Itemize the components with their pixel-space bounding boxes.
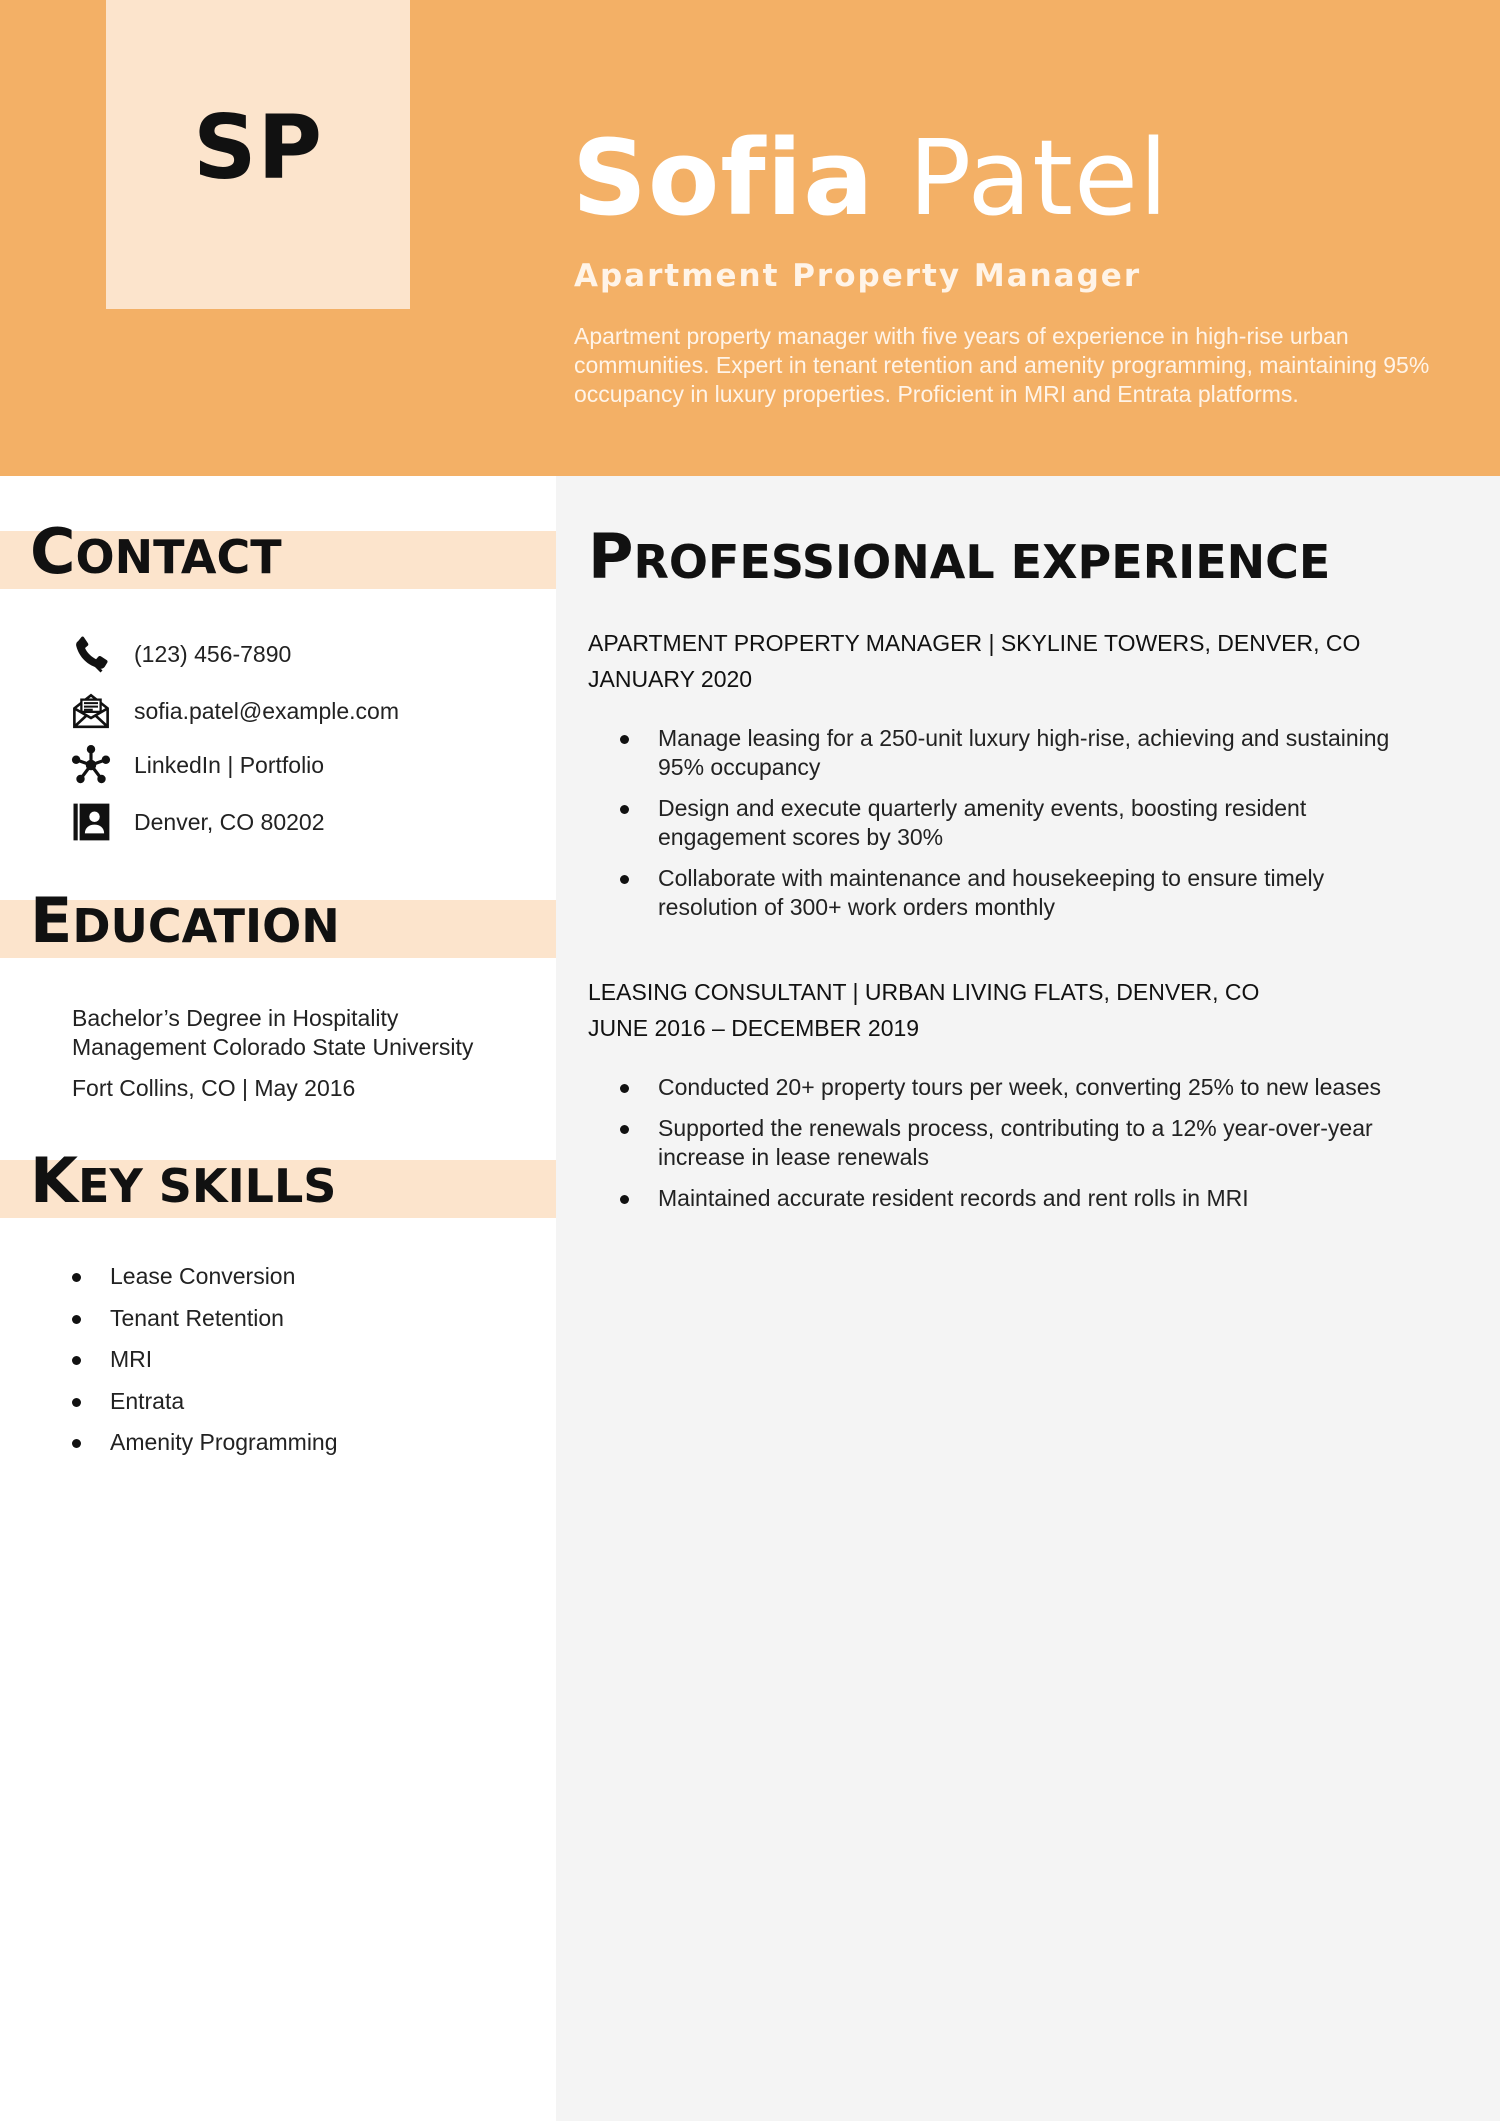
- skill-item: MRI: [70, 1345, 338, 1387]
- skill-item: Tenant Retention: [70, 1304, 338, 1346]
- profile-summary: Apartment property manager with five years of experience in high-rise urban communities. Expert in tenant retention and amenity programming, maintaining 95% occupancy in luxury properties. Proficient in MRI and Entrata platforms.: [574, 323, 1430, 407]
- job-bullet: Manage leasing for a 250-unit luxury high-rise, achieving and sustaining 95% occupancy: [620, 724, 1420, 782]
- job-1-title: APARTMENT PROPERTY MANAGER | SKYLINE TOWERS, DENVER, CO: [588, 630, 1361, 656]
- education-degree: [72, 1004, 473, 1062]
- job-bullet: Supported the renewals process, contributing to a 12% year-over-year increase in lease renewals: [620, 1114, 1420, 1172]
- monogram-box: [106, 0, 410, 309]
- contact-location: [70, 800, 325, 844]
- degree-line-1: Bachelor’s Degree in Hospitality: [72, 1005, 399, 1031]
- contact-heading: CONTACT: [30, 515, 282, 588]
- network-icon: [70, 744, 112, 786]
- degree-line-2: Management Colorado State University: [72, 1034, 474, 1060]
- email-address: sofia.patel@example.com: [134, 697, 399, 724]
- last-name: Patel: [908, 117, 1169, 239]
- job-1-dates: JANUARY 2020: [588, 666, 753, 692]
- location: Denver, CO 80202: [134, 808, 325, 835]
- header-banner: [0, 0, 1500, 476]
- address-book-icon: [70, 801, 112, 843]
- job-2-title: LEASING CONSULTANT | URBAN LIVING FLATS, DENVER, CO: [588, 979, 1260, 1005]
- job-bullet: Maintained accurate resident records and rent rolls in MRI: [620, 1184, 1420, 1213]
- monogram: SP: [193, 96, 323, 199]
- skill-item: Lease Conversion: [70, 1262, 338, 1304]
- job-1-bullets: [620, 724, 1420, 934]
- job-1-header: [588, 625, 1360, 697]
- job-2-header: [588, 974, 1259, 1046]
- education-location-date: Fort Collins, CO | May 2016: [72, 1075, 356, 1101]
- job-bullet: Collaborate with maintenance and housekeeping to ensure timely resolution of 300+ work orders monthly: [620, 864, 1420, 922]
- job-title: Apartment Property Manager: [574, 258, 1142, 294]
- contact-email: [70, 689, 399, 733]
- phone-number: (123) 456-7890: [134, 640, 292, 667]
- skills-list: [70, 1262, 338, 1470]
- job-bullet: Conducted 20+ property tours per week, converting 25% to new leases: [620, 1073, 1420, 1102]
- job-2-bullets: [620, 1073, 1420, 1225]
- skills-heading: KEY SKILLS: [30, 1144, 337, 1217]
- main-panel: [556, 476, 1500, 2121]
- skill-item: Amenity Programming: [70, 1428, 338, 1470]
- phone-icon: [70, 633, 112, 675]
- profile-links[interactable]: LinkedIn | Portfolio: [134, 751, 325, 778]
- experience-heading: PROFESSIONAL EXPERIENCE: [588, 520, 1331, 593]
- contact-links: [70, 743, 324, 787]
- job-bullet: Design and execute quarterly amenity events, boosting resident engagement scores by 30%: [620, 794, 1420, 852]
- skill-item: Entrata: [70, 1387, 338, 1429]
- job-2-dates: JUNE 2016 – DECEMBER 2019: [588, 1015, 920, 1041]
- first-name: Sofia: [572, 117, 875, 239]
- candidate-name: [572, 117, 1169, 239]
- education-heading: EDUCATION: [30, 884, 340, 957]
- envelope-icon: [70, 690, 112, 732]
- contact-phone: [70, 632, 291, 676]
